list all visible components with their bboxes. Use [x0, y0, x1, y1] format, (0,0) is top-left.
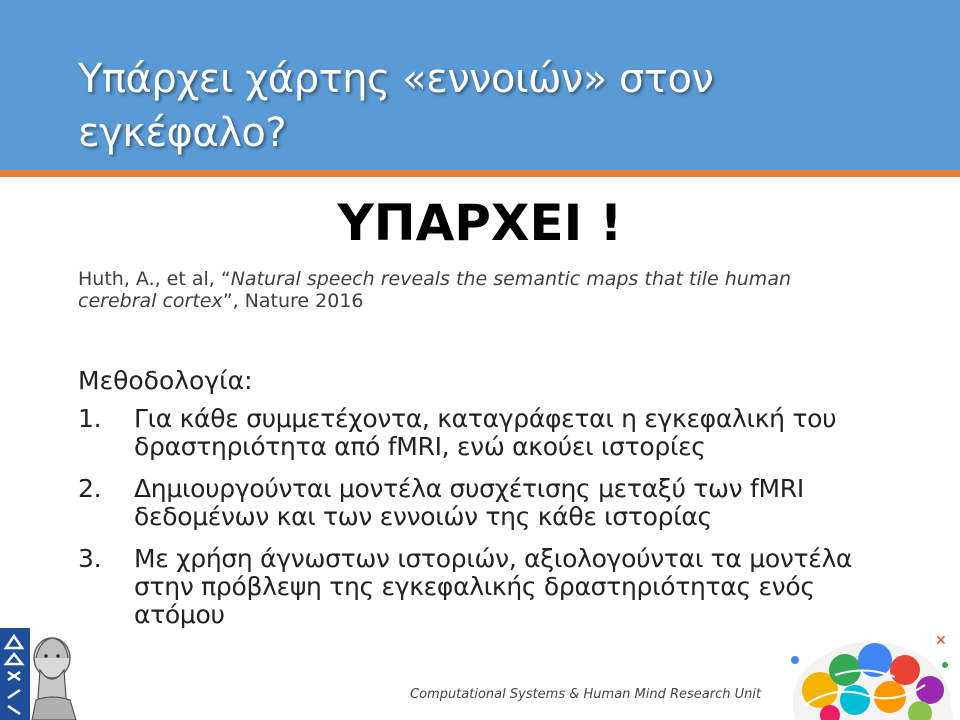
title-bar-stripe	[0, 170, 960, 177]
step-number: 3.	[78, 544, 102, 573]
methodology-step	[78, 405, 908, 461]
slide-title: Υπάρχει χάρτης «εννοιών» στον εγκέφαλο?	[78, 56, 714, 156]
citation-article-title: Natural speech reveals the semantic maps that tile human cerebral cortex	[78, 268, 792, 312]
methodology-label: Μεθοδολογία:	[78, 366, 253, 395]
headline: ΥΠΑΡΧΕΙ !	[337, 194, 623, 252]
svg-text:✕: ✕	[935, 633, 947, 649]
citation-journal: ”, Nature 2016	[222, 290, 364, 312]
methodology-step	[78, 475, 908, 531]
step-text: Με χρήση άγνωστων ιστοριών, αξιολογούνται τα μοντέλα στην πρόβλεψη της εγκεφαλικής δραστηριότητας ενός ατόμου	[134, 544, 853, 629]
step-text: Για κάθε συμμετέχοντα, καταγράφεται η εγκεφαλική του δραστηριότητα από fMRI, ενώ ακούει ιστορίες	[134, 404, 837, 461]
citation	[78, 268, 868, 312]
footer-unit-name: Computational Systems & Human Mind Research Unit	[410, 687, 762, 702]
demokritos-logo	[0, 628, 80, 720]
step-text: Δημιουργούνται μοντέλα συσχέτισης μεταξύ των fMRI δεδομένων και των εννοιών της κάθε ιστορίας	[134, 474, 804, 531]
methodology-steps	[78, 405, 908, 643]
citation-authors: Huth, A., et al, “	[78, 268, 231, 290]
step-number: 1.	[78, 404, 102, 433]
colorful-brain-logo	[775, 615, 960, 720]
step-number: 2.	[78, 474, 102, 503]
